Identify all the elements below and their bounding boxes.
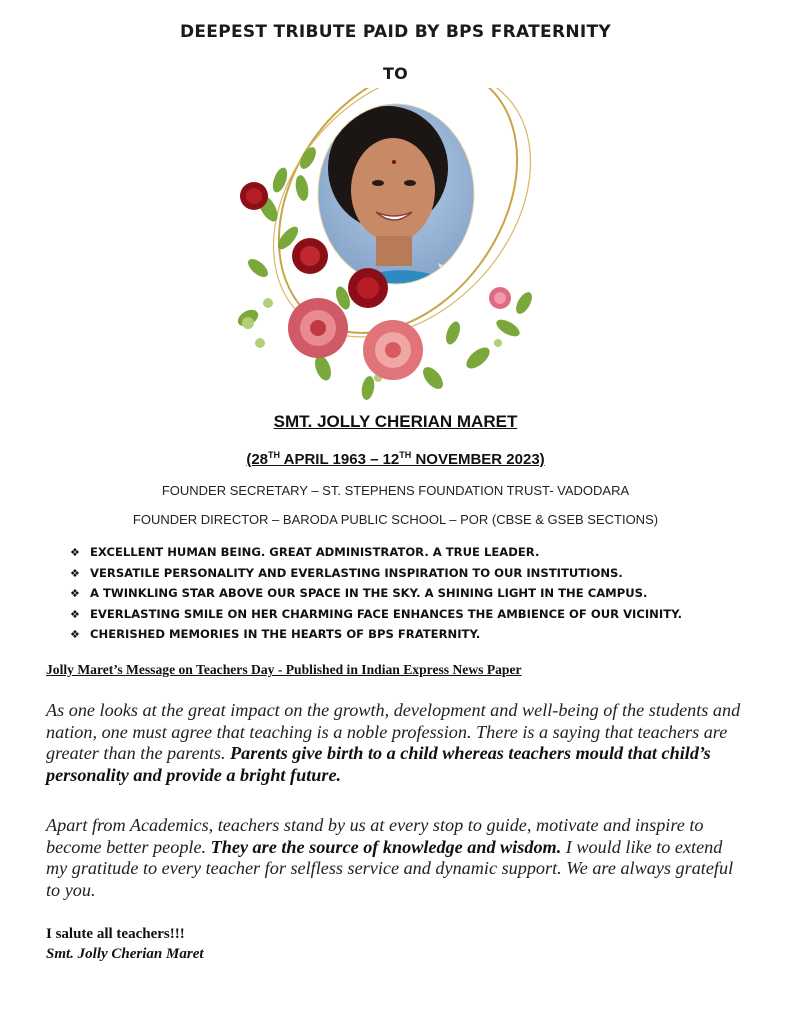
bullet-item: ❖ VERSATILE PERSONALITY AND EVERLASTING INSPIRATION TO OUR INSTITUTIONS. — [70, 563, 682, 584]
bullet-item: ❖ EVERLASTING SMILE ON HER CHARMING FACE ENHANCES THE AMBIENCE OF OUR VICINITY. — [70, 604, 682, 625]
portrait-with-floral-frame — [228, 88, 558, 413]
tribute-title: DEEPEST TRIBUTE PAID BY BPS FRATERNITY — [179, 22, 611, 42]
diamond-bullet-icon: ❖ — [70, 546, 80, 559]
closing-block — [46, 924, 204, 964]
role-founder-director: FOUNDER DIRECTOR – BARODA PUBLIC SCHOOL – POR (CBSE & GSEB SECTIONS) — [132, 512, 659, 527]
tribute-bullet-list — [70, 542, 682, 645]
role-founder-secretary: FOUNDER SECRETARY – ST. STEPHENS FOUNDATION TRUST- VADODARA — [161, 483, 630, 498]
to-label: TO — [382, 64, 409, 83]
message-paragraph-1: As one looks at the great impact on the growth, development and well-being of the students and nation, one must agree that teaching is a noble profession. There is a saying that teachers are greater than the parents. Parents give birth to a child whereas teachers mould that child’s personality and provide a bright future. — [46, 700, 741, 785]
bullet-item: ❖ CHERISHED MEMORIES IN THE HEARTS OF BPS FRATERNITY. — [70, 624, 682, 645]
bullet-item: ❖ A TWINKLING STAR ABOVE OUR SPACE IN THE SKY. A SHINING LIGHT IN THE CAMPUS. — [70, 583, 682, 604]
closing-line: I salute all teachers!!! — [46, 926, 185, 942]
signature: Smt. Jolly Cherian Maret — [46, 946, 204, 962]
diamond-bullet-icon: ❖ — [70, 566, 80, 580]
diamond-bullet-icon: ❖ — [70, 607, 80, 621]
life-dates: (28TH APRIL 1963 – 12TH NOVEMBER 2023) — [246, 450, 545, 468]
honoree-name: SMT. JOLLY CHERIAN MARET — [273, 412, 518, 431]
bullet-item: ❖ EXCELLENT HUMAN BEING. GREAT ADMINISTRATOR. A TRUE LEADER. — [70, 542, 682, 563]
portrait-photo — [308, 98, 488, 308]
message-heading: Jolly Maret’s Message on Teachers Day - Published in Indian Express News Paper — [46, 662, 522, 677]
diamond-bullet-icon: ❖ — [70, 628, 80, 641]
diamond-bullet-icon: ❖ — [70, 587, 80, 600]
message-paragraph-2: Apart from Academics, teachers stand by us at every stop to guide, motivate and inspire to become better people. They are the source of knowledge and wisdom. I would like to extend my gratitude to every teacher for selfless service and dynamic support. We are always grateful to you. — [46, 815, 734, 900]
